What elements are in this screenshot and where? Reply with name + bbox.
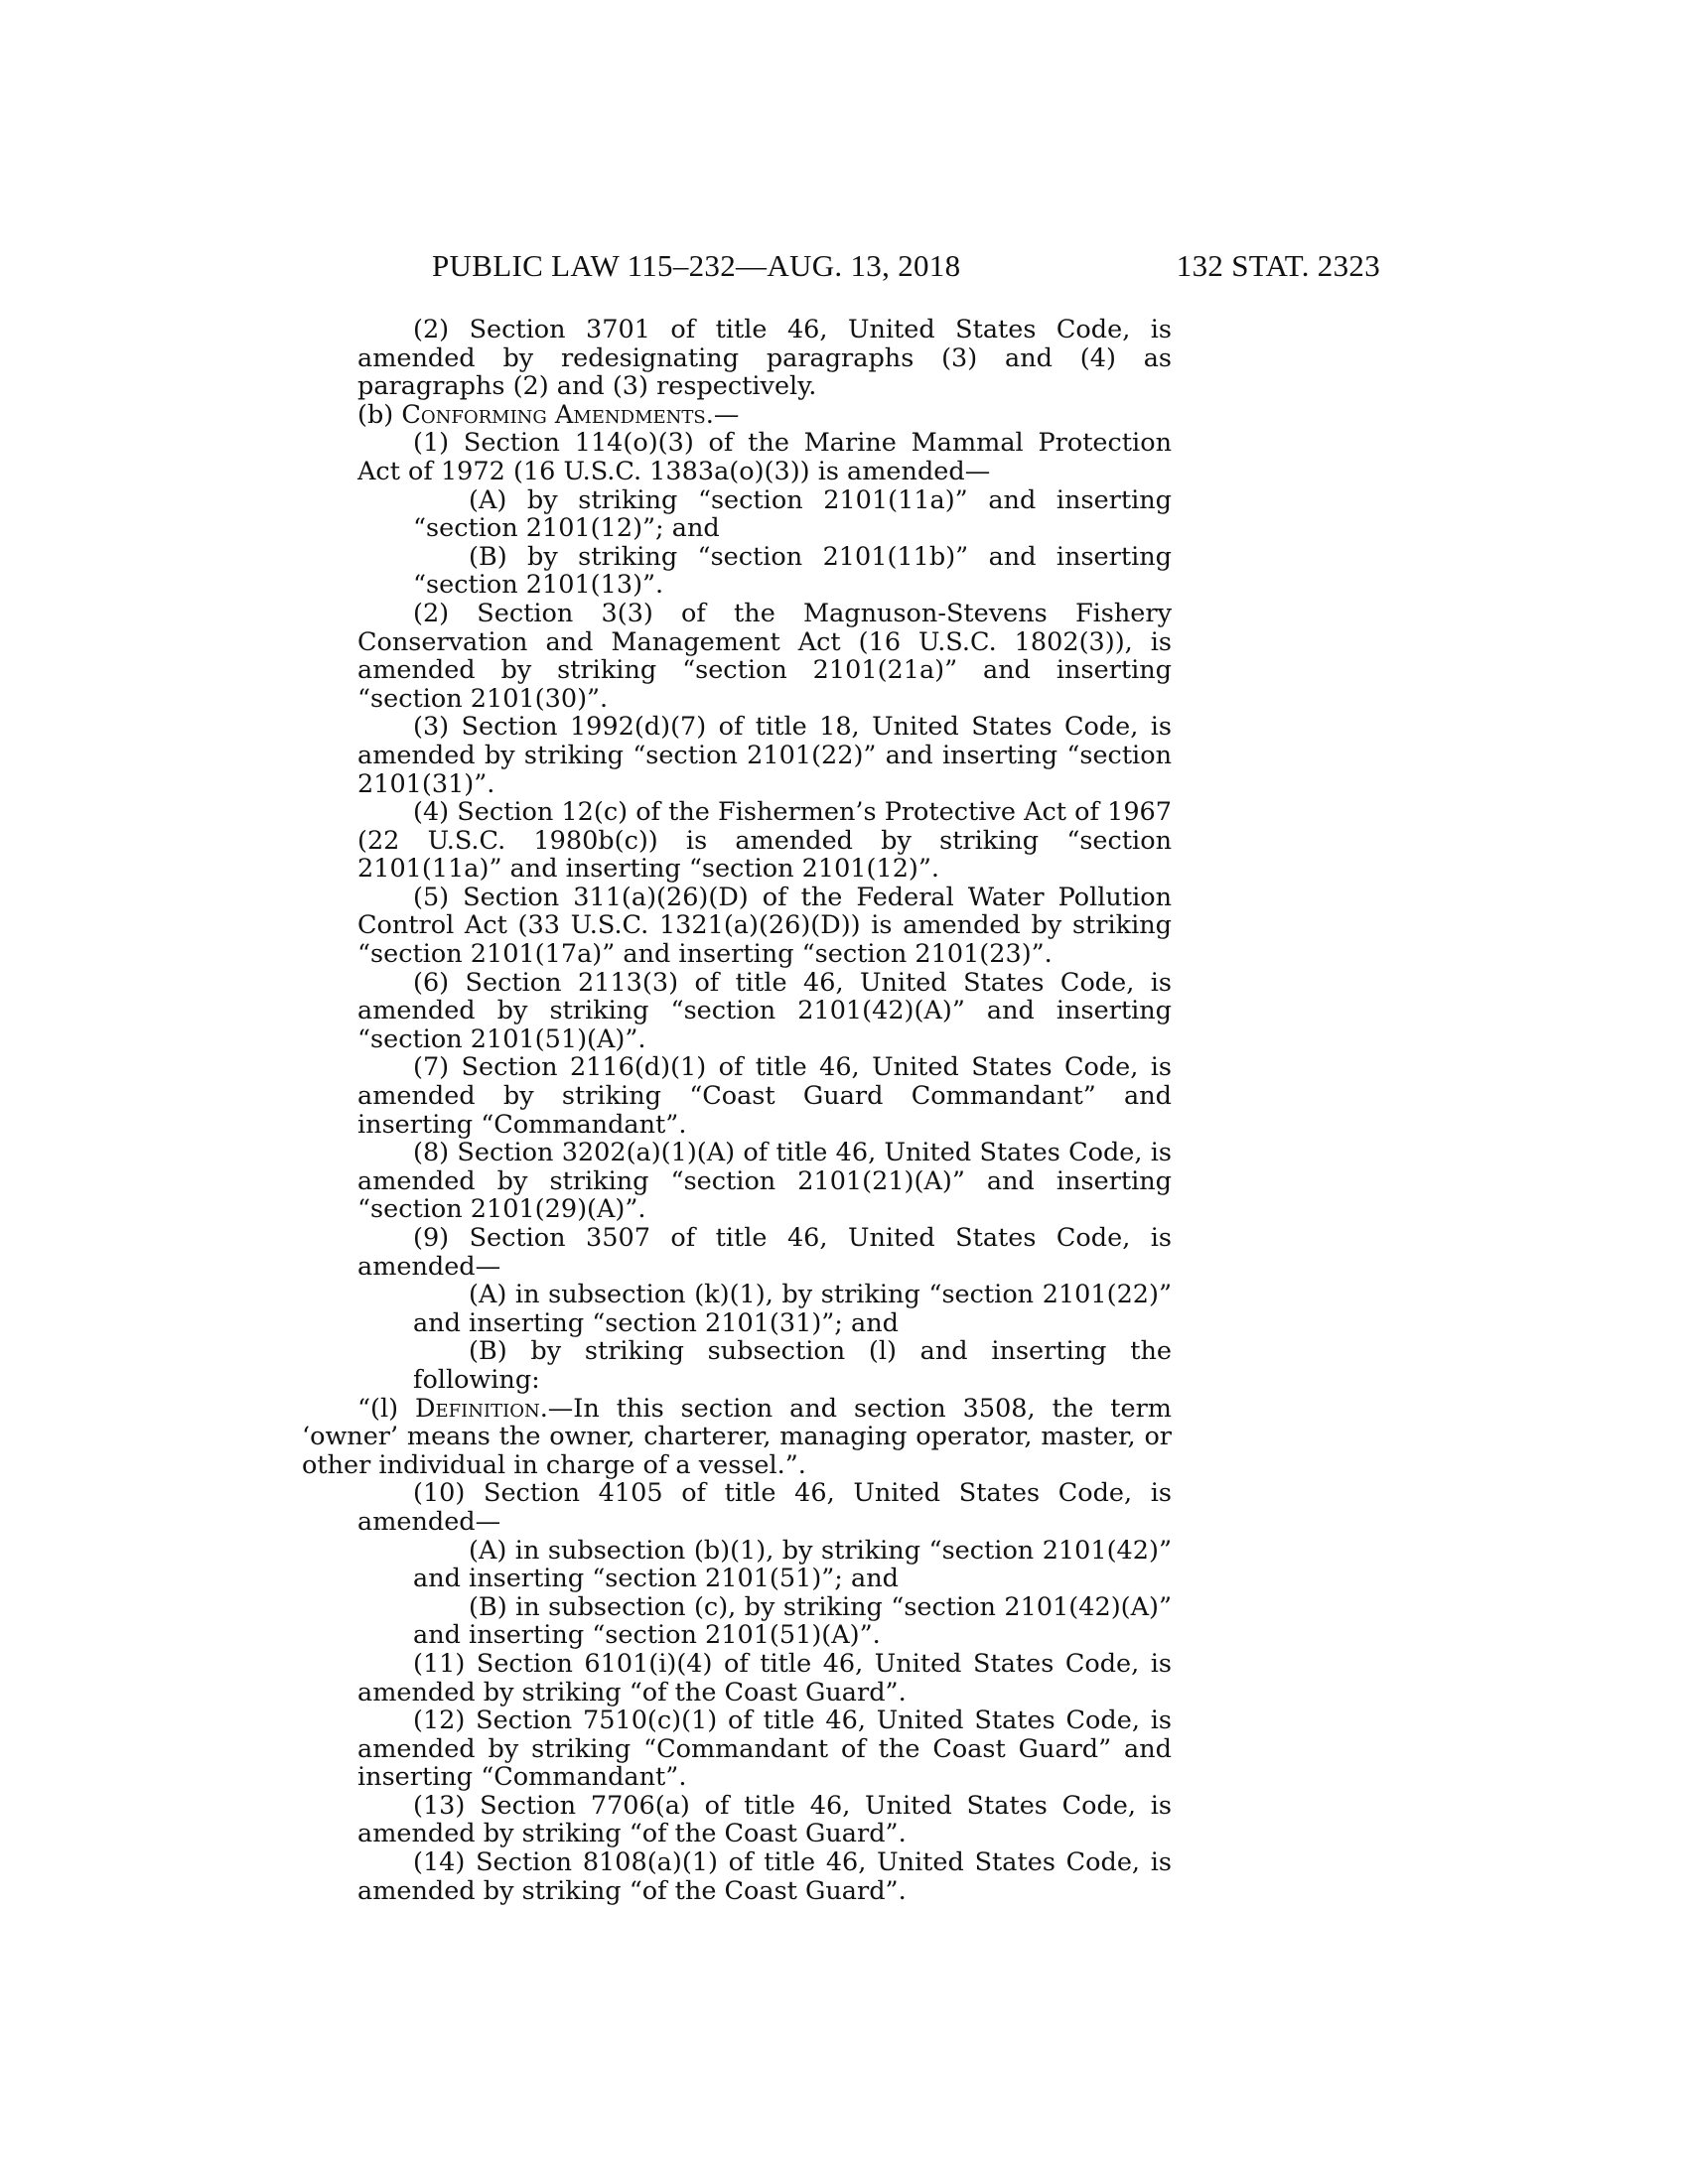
subparagraph: (A) in subsection (k)(1), by striking “section 2101(22)” and inserting “section 2101(31)”; and (413, 1280, 1172, 1338)
subparagraph: (A) in subsection (b)(1), by striking “section 2101(42)” and inserting “section 2101(51)”; and (413, 1535, 1172, 1594)
paragraph: (11) Section 6101(i)(4) of title 46, United States Code, is amended by striking “of the Coast Guard”. (357, 1648, 1172, 1707)
header-title: PUBLIC LAW 115–232—AUG. 13, 2018 (432, 248, 961, 283)
subsection-heading: (b) Conforming Amendments.— (357, 399, 740, 430)
paragraph: (3) Section 1992(d)(7) of title 18, United States Code, is amended by striking “section 2101(22)” and inserting “section 2101(31)”. (357, 712, 1172, 799)
subparagraph: (A) by striking “section 2101(11a)” and inserting “section 2101(12)”; and (413, 484, 1172, 544)
paragraph: (13) Section 7706(a) of title 46, United States Code, is amended by striking “of the Coast Guard”. (357, 1790, 1172, 1849)
subparagraph: (B) by striking subsection (l) and inserting the following: (413, 1336, 1172, 1395)
subparagraph: (B) by striking “section 2101(11b)” and inserting “section 2101(13)”. (413, 541, 1172, 601)
paragraph: (10) Section 4105 of title 46, United States Code, is amended— (357, 1478, 1172, 1537)
paragraph: (2) Section 3701 of title 46, United States Code, is amended by redesignating paragraphs (3) and (4) as paragraphs (2) and (3) respectively. (357, 315, 1172, 402)
header-stat-citation: 132 STAT. 2323 (1176, 248, 1380, 283)
document-body (302, 315, 1172, 1906)
subparagraph: (B) in subsection (c), by striking “section 2101(42)(A)” and inserting “section 2101(51)(A)”. (413, 1591, 1172, 1651)
paragraph: (8) Section 3202(a)(1)(A) of title 46, United States Code, is amended by striking “section 2101(21)(A)” and inserting “section 2101(29)(A)”. (357, 1138, 1172, 1225)
quoted-definition: “(l) Definition.—In this section and section 3508, the term ‘owner’ means the owner, charterer, managing operator, master, or other individual in charge of a vessel.”. (302, 1393, 1172, 1480)
paragraph: (6) Section 2113(3) of title 46, United States Code, is amended by striking “section 2101(42)(A)” and inserting “section 2101(51)(A)”. (357, 967, 1172, 1054)
paragraph: (14) Section 8108(a)(1) of title 46, United States Code, is amended by striking “of the Coast Guard”. (357, 1847, 1172, 1906)
paragraph: (1) Section 114(o)(3) of the Marine Mammal Protection Act of 1972 (16 U.S.C. 1383a(o)(3)) is amended— (357, 428, 1172, 486)
paragraph: (5) Section 311(a)(26)(D) of the Federal Water Pollution Control Act (33 U.S.C. 1321(a)(26)(D)) is amended by striking “section 2101(17a)” and inserting “section 2101(23)”. (357, 882, 1172, 970)
paragraph: (7) Section 2116(d)(1) of title 46, United States Code, is amended by striking “Coast Guard Commandant” and inserting “Commandant”. (357, 1052, 1172, 1140)
subsection-heading-text: Conforming Amendments (401, 399, 706, 430)
paragraph: (4) Section 12(c) of the Fishermen’s Protective Act of 1967 (22 U.S.C. 1980b(c)) is amended by striking “section 2101(11a)” and inserting “section 2101(12)”. (357, 797, 1172, 885)
definition-heading-text: Definition (415, 1393, 540, 1424)
paragraph: (2) Section 3(3) of the Magnuson-Stevens Fishery Conservation and Management Act (16 U.S.C. 1802(3)), is amended by striking “section 2101(21a)” and inserting “section 2101(30)”. (357, 598, 1172, 714)
paragraph: (12) Section 7510(c)(1) of title 46, United States Code, is amended by striking “Commandant of the Coast Guard” and inserting “Commandant”. (357, 1706, 1172, 1793)
paragraph: (9) Section 3507 of title 46, United States Code, is amended— (357, 1223, 1172, 1282)
page-header (0, 246, 1688, 286)
